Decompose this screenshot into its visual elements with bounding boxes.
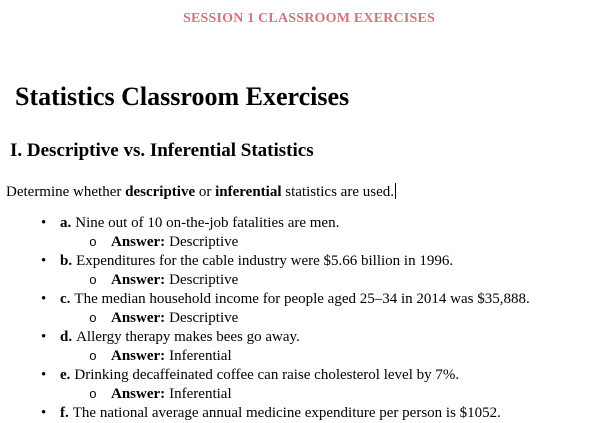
item-text: Expenditures for the cable industry were $5.66 billion in 1996. — [76, 253, 454, 269]
item-label: c. — [60, 291, 71, 307]
answer-item-d — [6, 347, 612, 366]
exercise-item-d — [6, 328, 612, 347]
bullet-icon: • — [41, 329, 47, 345]
circle-bullet-icon: o — [89, 273, 97, 288]
circle-bullet-icon: o — [89, 311, 97, 326]
intro-text: statistics are used. — [281, 184, 394, 200]
keyword-inferential: inferential — [215, 184, 282, 200]
answer-text: Inferential — [169, 386, 232, 402]
section-heading: I. Descriptive vs. Inferential Statistics — [10, 140, 314, 161]
item-label: e. — [60, 367, 71, 383]
answer-text: Descriptive — [169, 272, 239, 288]
bullet-icon: • — [41, 405, 47, 421]
exercise-item-e — [6, 366, 612, 385]
circle-bullet-icon: o — [89, 349, 97, 364]
answer-label: Answer: — [111, 310, 166, 326]
text-cursor — [395, 183, 397, 199]
keyword-descriptive: descriptive — [125, 184, 196, 200]
circle-bullet-icon: o — [89, 235, 97, 250]
item-label: b. — [60, 253, 73, 269]
answer-text: Descriptive — [169, 234, 239, 250]
answer-text: Descriptive — [169, 310, 239, 326]
answer-item-e — [6, 385, 612, 404]
document-page[interactable] — [0, 10, 612, 422]
exercise-item-a — [6, 214, 612, 233]
bullet-icon: • — [41, 291, 47, 307]
item-text: The national average annual medicine expenditure per person is $1052. — [72, 405, 501, 421]
intro-paragraph — [6, 182, 612, 202]
exercise-item-b — [6, 252, 612, 271]
item-label: d. — [60, 329, 73, 345]
item-label: f. — [60, 405, 69, 421]
answer-label: Answer: — [111, 348, 166, 364]
answer-label: Answer: — [111, 234, 166, 250]
intro-text: or — [195, 184, 216, 200]
circle-bullet-icon: o — [89, 387, 97, 402]
session-header: SESSION 1 CLASSROOM EXERCISES — [182, 11, 436, 26]
answer-label: Answer: — [111, 272, 166, 288]
answer-item-b — [6, 271, 612, 290]
exercise-list — [6, 214, 612, 423]
item-text: The median household income for people aged 25–34 in 2014 was $35,888. — [74, 291, 530, 307]
exercise-item-c — [6, 290, 612, 309]
item-text: Allergy therapy makes bees go away. — [76, 329, 300, 345]
answer-item-a — [6, 233, 612, 252]
item-text: Drinking decaffeinated coffee can raise cholesterol level by 7%. — [74, 367, 460, 383]
intro-text: Determine whether — [6, 184, 126, 200]
document-title: Statistics Classroom Exercises — [15, 82, 350, 111]
bullet-icon: • — [41, 253, 47, 269]
answer-label: Answer: — [111, 386, 166, 402]
answer-item-c — [6, 309, 612, 328]
bullet-icon: • — [41, 215, 47, 231]
item-text: Nine out of 10 on-the-job fatalities are men. — [75, 215, 340, 231]
bullet-icon: • — [41, 367, 47, 383]
exercise-item-f — [6, 404, 612, 423]
answer-text: Inferential — [169, 348, 232, 364]
item-label: a. — [60, 215, 72, 231]
